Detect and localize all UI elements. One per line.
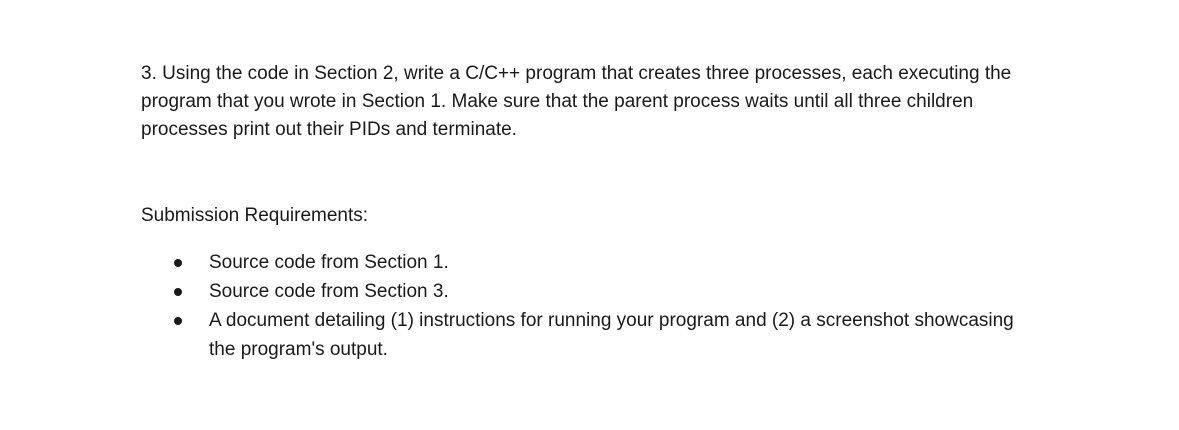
list-item: [0, 277, 1179, 306]
list-item-text: [209, 248, 1109, 277]
question-line: processes print out their PIDs and terminate.: [141, 119, 517, 140]
list-item-line: Source code from Section 1.: [209, 252, 449, 273]
list-item-text: [209, 306, 1109, 364]
list-item: [0, 306, 1179, 364]
list-item-line: the program's output.: [209, 339, 388, 360]
submission-requirements-list: [0, 248, 1179, 364]
submission-requirements-heading: Submission Requirements:: [141, 205, 369, 226]
bullet-icon: [174, 288, 182, 296]
bullet-icon: [174, 259, 182, 267]
bullet-icon: [174, 317, 182, 325]
question-line: program that you wrote in Section 1. Make sure that the parent process waits until all three children: [141, 91, 974, 112]
list-item-line: A document detailing (1) instructions for running your program and (2) a screenshot showcasing: [209, 310, 1014, 331]
question-line: 3. Using the code in Section 2, write a C/C++ program that creates three processes, each executing the: [141, 63, 1012, 84]
list-item-line: Source code from Section 3.: [209, 281, 449, 302]
list-item: [0, 248, 1179, 277]
list-item-text: [209, 277, 1109, 306]
question-3-text: [141, 60, 1061, 144]
